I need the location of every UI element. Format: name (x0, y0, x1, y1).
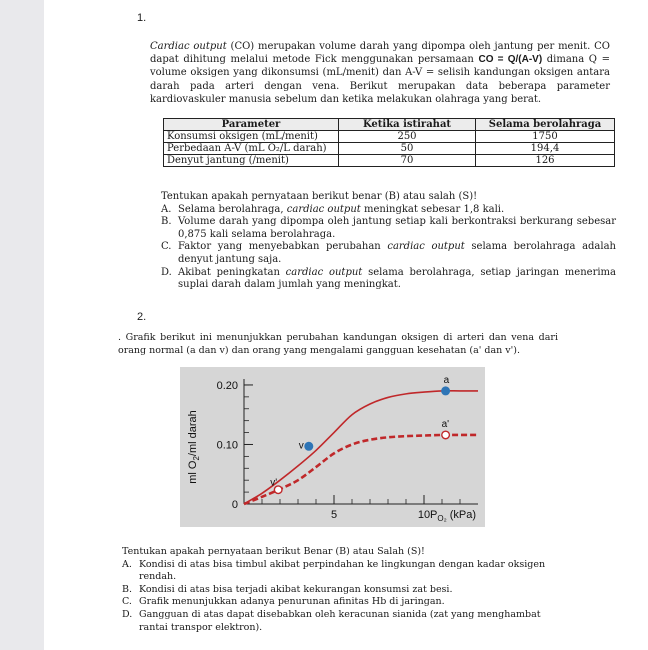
list-item (122, 596, 552, 609)
question-2-instruction: Tentukan apakah pernyataan berikut Benar (B) atau Salah (S)! (122, 546, 425, 557)
list-item (161, 216, 616, 241)
statement-letter: C. (161, 241, 172, 253)
table-cell: Denyut jantung (/menit) (164, 155, 339, 167)
y-tick-label: 0 (231, 499, 238, 511)
data-point-label: v' (270, 477, 278, 489)
data-point (442, 431, 450, 439)
list-item (122, 559, 552, 584)
question-1-intro (150, 40, 610, 106)
table-cell: 250 (339, 131, 476, 143)
list-item (122, 584, 552, 597)
formula: CO = Q/(A-V) (478, 54, 543, 66)
table-cell: Perbedaan A-V (mL O₂/L darah) (164, 143, 339, 155)
question-2-number: 2. (137, 311, 147, 323)
statement-text: Grafik menunjukkan adanya penurunan afinitas Hb di jaringan. (139, 596, 445, 608)
list-item (161, 241, 616, 266)
table-header-exercise: Selama berolahraga (476, 119, 615, 131)
question-2-intro: . Grafik berikut ini menunjukkan perubahan kandungan oksigen di arteri dan vena dari orang normal (a dan v) dan orang yang mengalami gangguan kesehatan (a' dan v'). (118, 332, 558, 356)
table-cell: Konsumsi oksigen (mL/menit) (164, 131, 339, 143)
y-tick-label: 0.20 (216, 379, 238, 392)
chart-svg (180, 367, 485, 527)
statement-text: Volume darah yang dipompa oleh jantung setiap kali berkontraksi berkurang sebesar 0,875 kali selama berolahraga. (178, 216, 616, 240)
statement-letter: D. (161, 266, 172, 278)
list-item (161, 204, 616, 217)
statement-letter: B. (122, 583, 133, 595)
statement-letter: C. (122, 596, 132, 608)
statement-letter: A. (122, 558, 132, 570)
statement-text: Gangguan di atas dapat disebabkan oleh keracunan sianida (zat yang menghambat rantai transpor elektron). (139, 608, 541, 633)
table-cell: 50 (339, 143, 476, 155)
intro-term: Cardiac output (150, 41, 227, 52)
question-2-statements (122, 546, 552, 634)
question-1-number: 1. (137, 12, 147, 24)
table-cell: 126 (476, 155, 615, 167)
statement-letter: A. (161, 203, 172, 215)
table-header-row (164, 119, 615, 131)
table-header-rest: Ketika istirahat (339, 119, 476, 131)
y-tick-label: 0.10 (216, 439, 238, 452)
statement-letter: B. (161, 216, 172, 228)
data-point-label: v (298, 440, 304, 452)
statement-text: Kondisi di atas bisa timbul akibat perpindahan ke lingkungan dengan kadar oksigen rendah. (139, 558, 546, 583)
parameter-table (163, 118, 615, 167)
data-point (442, 387, 450, 395)
data-point-label: a' (441, 418, 450, 430)
y-axis-label: ml $O_2/ml$ darah (187, 410, 201, 484)
table-cell: 194,4 (476, 143, 615, 155)
table-row (164, 143, 615, 155)
intro-part-1: (CO) merupakan volume darah yang dipompa oleh jantung per menit. CO dapat dihitung melalui metode Fick menggunakan persamaan (150, 41, 610, 66)
statement-text: Akibat peningkatan cardiac output selama berolahraga, setiap jaringan menerima suplai darah dalam jumlah yang meningkat. (178, 266, 616, 291)
x-tick-label: 5 (330, 509, 338, 521)
x-axis-label: $P_{O_2}$ (kPa) (430, 509, 477, 523)
list-item (122, 609, 552, 634)
x-tick-label: 10 (417, 509, 431, 521)
oxygen-content-chart (180, 367, 485, 527)
question-1-statements (161, 191, 616, 292)
table-row (164, 131, 615, 143)
table-row (164, 155, 615, 167)
statement-text: Kondisi di atas bisa terjadi akibat kekurangan konsumsi zat besi. (139, 583, 453, 595)
statement-letter: D. (122, 608, 133, 620)
statement-text: Faktor yang menyebabkan perubahan cardiac output selama berolahraga adalah denyut jantung saja. (178, 241, 616, 265)
data-point (305, 442, 313, 450)
left-margin-bar (0, 0, 44, 650)
table-cell: 70 (339, 155, 476, 167)
statement-text: Selama berolahraga, cardiac output meningkat sebesar 1,8 kali. (178, 203, 505, 215)
question-1-instruction: Tentukan apakah pernyataan berikut benar (B) atau salah (S)! (161, 191, 478, 202)
table-cell: 1750 (476, 131, 615, 143)
list-item (161, 267, 616, 292)
intro-part-2: dimana Q = volume oksigen yang dikonsumsi (mL/menit) dan A-V = selisih kandungan oksigen antara darah pada arteri dengan vena. Berikut merupakan data beberapa parameter kardiovaskuler manusia sebelum dan ketika melakukan olahraga yang berat. (150, 54, 610, 105)
data-point-label: a (443, 374, 450, 386)
table-header-parameter: Parameter (164, 119, 339, 131)
